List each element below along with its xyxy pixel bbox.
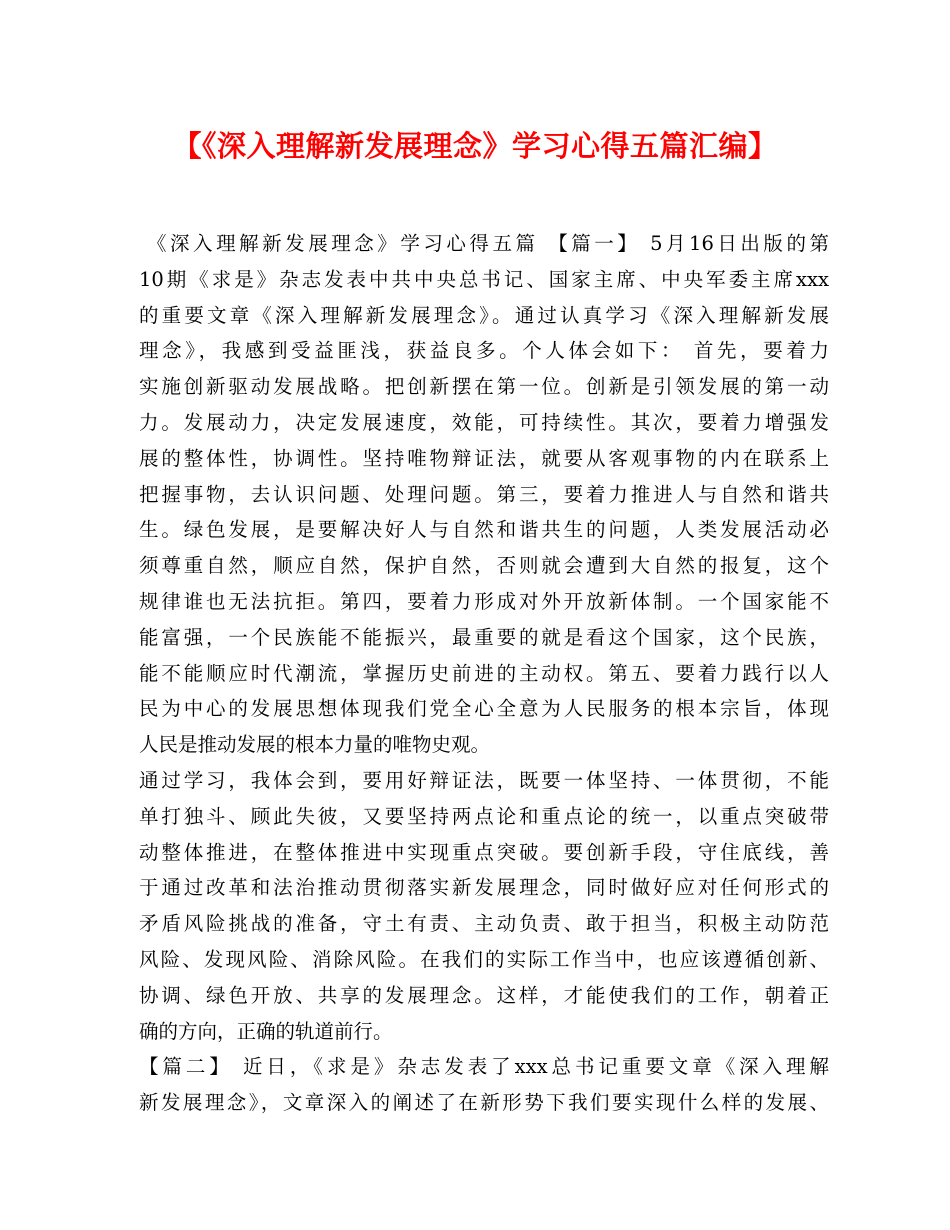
body-line: 展的整体性，协调性。坚持唯物辩证法，就要从客观事物的内在联系上	[139, 446, 829, 470]
body-line: 规律谁也无法抗拒。第四，要着力形成对外开放新体制。一个国家能不	[139, 589, 829, 613]
body-line: 协调、绿色开放、共享的发展理念。这样，才能使我们的工作，朝着正	[139, 983, 829, 1007]
body-line: 民为中心的发展思想体现我们党全心全意为人民服务的根本宗旨，体现	[139, 697, 829, 721]
body-line: 《深入理解新发展理念》学习心得五篇 【篇一】 5月16日出版的第	[147, 232, 829, 255]
body-line: 矛盾风险挑战的准备，守土有责、主动负责、敢于担当，积极主动防范	[139, 912, 829, 936]
body-line: 于通过改革和法治推动贯彻落实新发展理念，同时做好应对任何形式的	[139, 876, 829, 900]
body-line: 能富强，一个民族能不能振兴，最重要的就是看这个国家，这个民族，	[139, 625, 829, 649]
body-line: 须尊重自然，顺应自然，保护自然，否则就会遭到大自然的报复，这个	[139, 554, 829, 578]
body-line: 生。绿色发展，是要解决好人与自然和谐共生的问题，人类发展活动必	[139, 518, 829, 542]
document-title: 【《深入理解新发展理念》学习心得五篇汇编】	[172, 129, 778, 163]
body-line: 【篇二】 近日，《求是》杂志发表了xxx总书记重要文章《深入理解	[139, 1055, 829, 1079]
body-line: 实施创新驱动发展战略。把创新摆在第一位。创新是引领发展的第一动	[139, 375, 829, 399]
body-line: 10期《求是》杂志发表中共中央总书记、国家主席、中央军委主席xxx	[139, 267, 829, 291]
body-line: 人民是推动发展的根本力量的唯物史观。	[139, 733, 491, 757]
body-line: 新发展理念》，文章深入的阐述了在新形势下我们要实现什么样的发展、	[139, 1091, 829, 1115]
body-line: 力。发展动力，决定发展速度，效能，可持续性。其次，要着力增强发	[139, 410, 829, 434]
body-line: 把握事物，去认识问题、处理问题。第三，要着力推进人与自然和谐共	[139, 482, 829, 506]
body-line: 通过学习，我体会到，要用好辩证法，既要一体坚持、一体贯彻，不能	[139, 768, 829, 792]
body-line: 动整体推进，在整体推进中实现重点突破。要创新手段，守住底线，善	[139, 840, 829, 864]
body-line: 单打独斗、顾此失彼，又要坚持两点论和重点论的统一，以重点突破带	[139, 804, 829, 828]
body-line: 能不能顺应时代潮流，掌握历史前进的主动权。第五、要着力践行以人	[139, 661, 829, 685]
body-line: 确的方向，正确的轨道前行。	[139, 1019, 393, 1043]
body-line: 风险、发现风险、消除风险。在我们的实际工作当中，也应该遵循创新、	[139, 947, 829, 971]
body-line: 的重要文章《深入理解新发展理念》。通过认真学习《深入理解新发展	[139, 303, 829, 327]
document-body	[139, 226, 829, 1121]
body-line: 理念》，我感到受益匪浅，获益良多。个人体会如下： 首先，要着力	[139, 339, 829, 363]
